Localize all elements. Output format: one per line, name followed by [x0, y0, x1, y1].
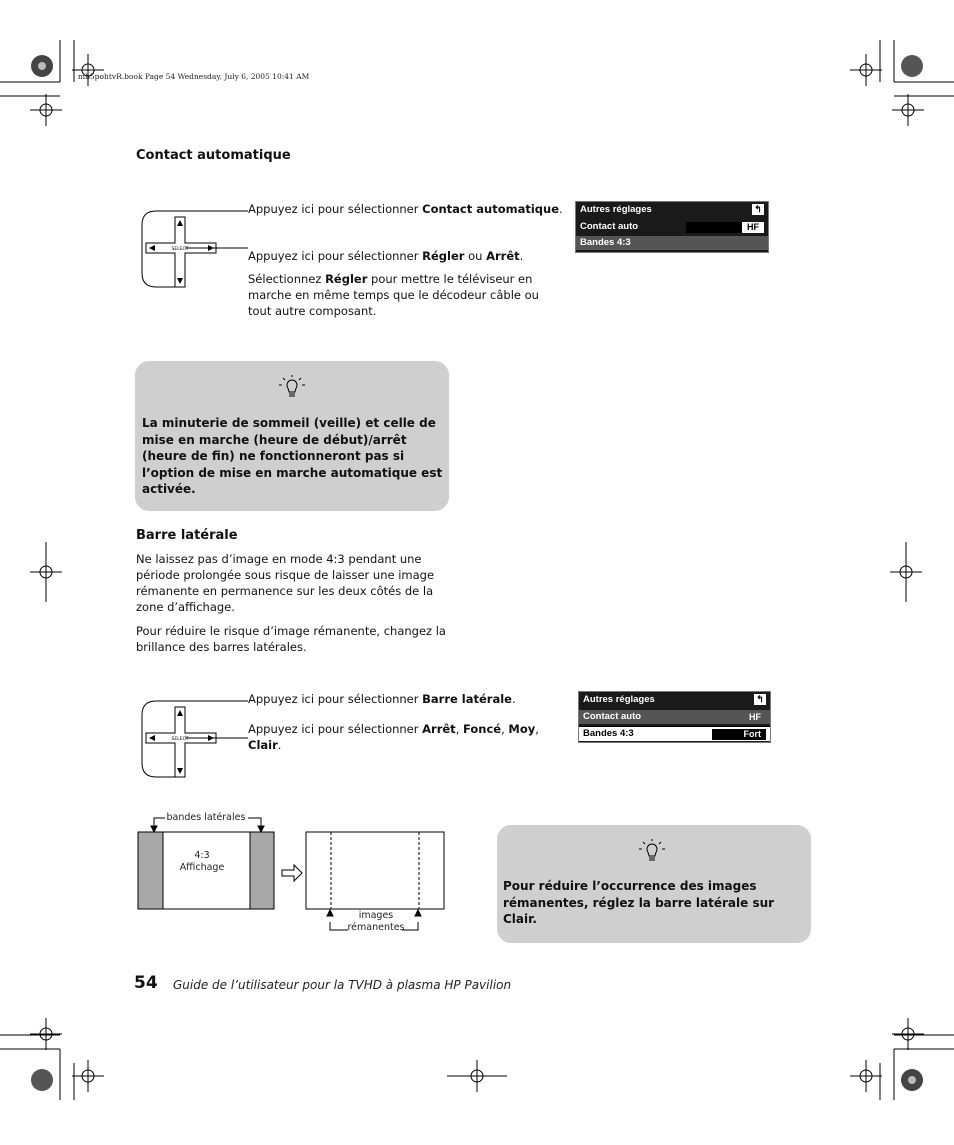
osd-row-contact-auto: Contact auto HF — [576, 220, 768, 234]
step-2-1: Appuyez ici pour sélectionner Barre latérale. — [248, 692, 516, 706]
section-title-barre-laterale: Barre latérale — [136, 528, 238, 543]
tip-2-text: Pour réduire l’occurrence des images rémanentes, réglez la barre latérale sur Clair. — [503, 879, 775, 926]
back-arrow-icon: ↰ — [754, 694, 766, 705]
osd-title-row: Autres réglages ↰ — [576, 203, 768, 217]
step-1-3: Sélectionnez Régler pour mettre le téléviseur en marche en même temps que le décodeur câble ou tout autre composant. — [248, 272, 539, 318]
tip-box-1 — [135, 361, 449, 511]
back-arrow-icon: ↰ — [752, 204, 764, 215]
para-barre-2: Pour réduire le risque d’image rémanente, changez la brillance des barres latérales. — [136, 624, 446, 654]
osd-menu-2 — [578, 691, 771, 743]
select-label: SELECT — [171, 247, 189, 252]
step-1-1: Appuyez ici pour sélectionner Contact automatique. — [248, 202, 563, 216]
remote-dpad-diagram-2 — [138, 697, 248, 781]
osd-menu-1 — [575, 201, 769, 253]
label-sidebars: bandes latérales — [166, 812, 246, 823]
para-barre-1: Ne laissez pas d’image en mode 4:3 pendant une période prolongée sous risque de laisser une image rémanente en permanence sur les deux côtés de la zone d’affichage. — [136, 552, 435, 614]
osd-title-row-2: Autres réglages ↰ — [579, 693, 770, 707]
step-1-2: Appuyez ici pour sélectionner Régler ou Arrêt. — [248, 249, 524, 263]
osd-row-contact-auto-2: Contact auto HF — [579, 710, 770, 724]
section-title-contact-auto: Contact automatique — [136, 148, 291, 163]
footer-title: Guide de l’utilisateur pour la TVHD à plasma HP Pavilion — [173, 978, 512, 992]
screen-label: 4:3 Affichage — [179, 850, 225, 873]
select-label-2: SELECT — [171, 737, 189, 742]
osd-row-bandes: Bandes 4:3 — [576, 236, 768, 250]
remote-dpad-diagram — [138, 207, 248, 291]
label-images-remanentes: images rémanentes — [347, 910, 405, 933]
lightbulb-icon — [275, 373, 309, 403]
tip-1-text: La minuterie de sommeil (veille) et celle de mise en marche (heure de début)/arrêt (heure de fin) ne fonctionneront pas si l’option de mise en marche automatique est activée. — [142, 416, 443, 496]
osd-row-bandes-2: Bandes 4:3 Fort — [579, 726, 770, 741]
lightbulb-icon — [635, 837, 669, 867]
print-slug: mb5pohtvR.book Page 54 Wednesday, July 6, 2005 10:41 AM — [78, 72, 310, 81]
step-2-2: Appuyez ici pour sélectionner Arrêt, Foncé, Moy, Clair. — [248, 722, 539, 752]
page-number: 54 — [134, 973, 158, 993]
tip-box-2 — [497, 825, 811, 943]
